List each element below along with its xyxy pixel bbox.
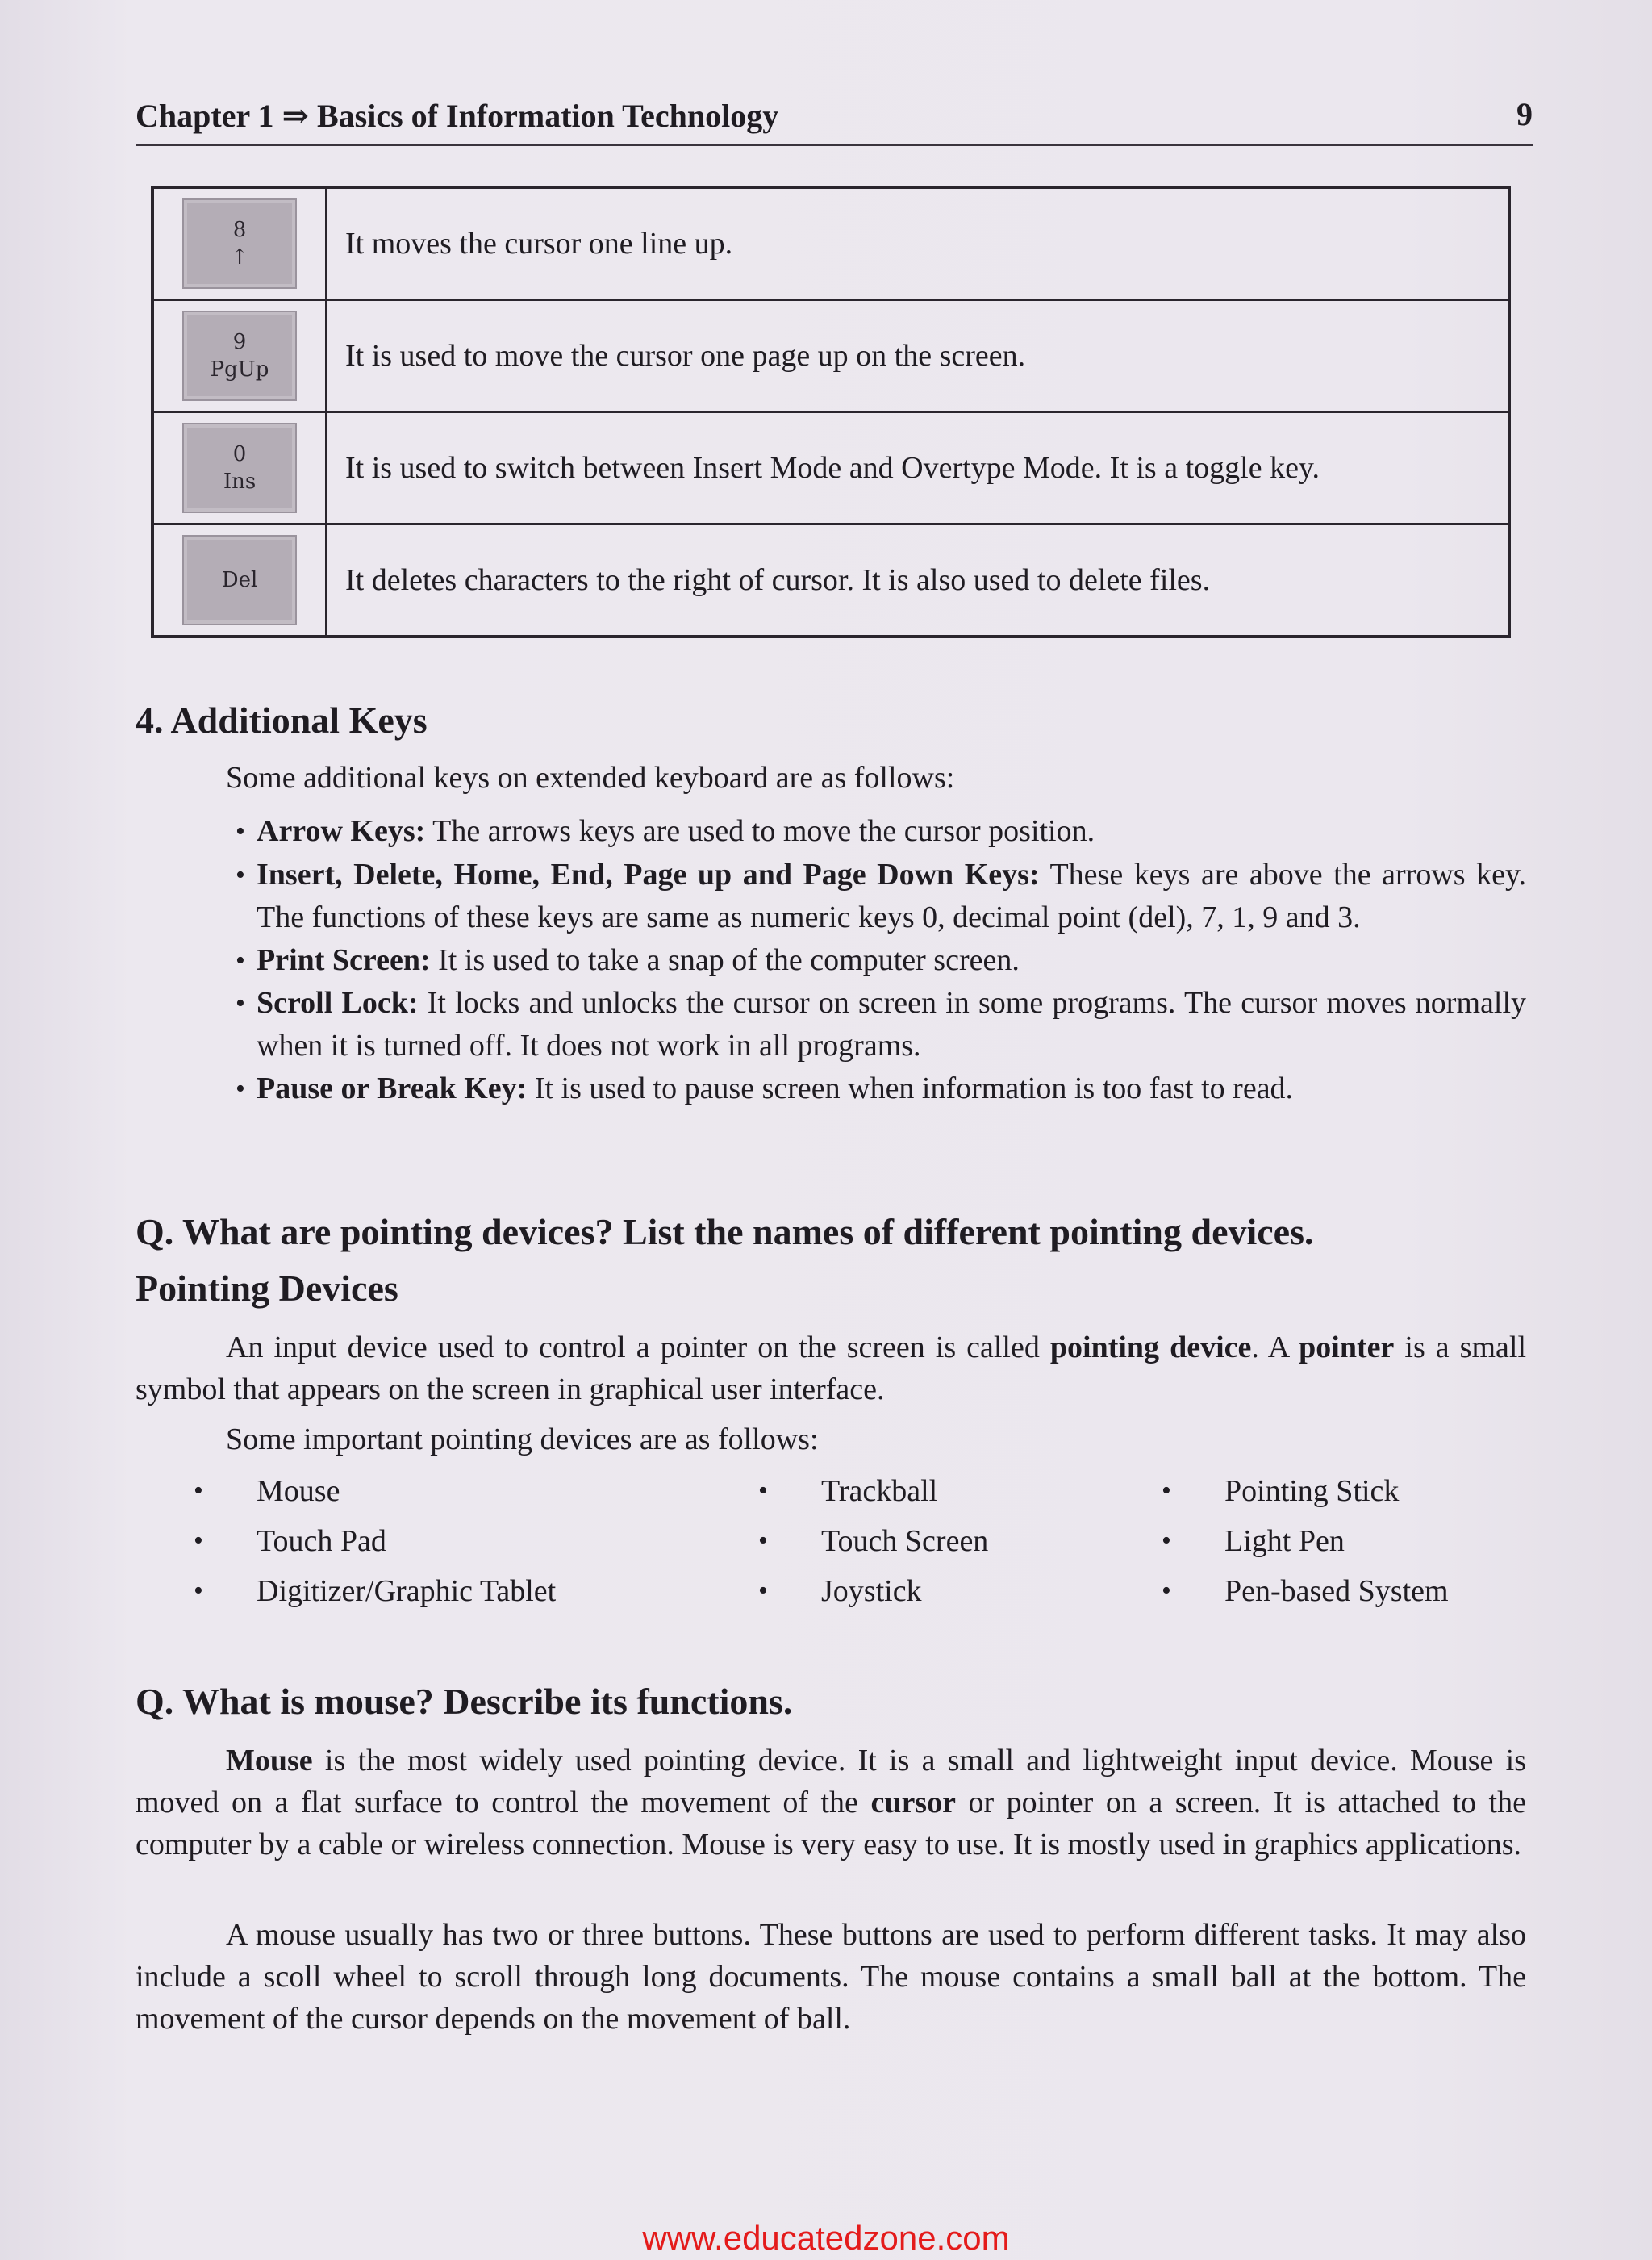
table-row: [152, 187, 1509, 300]
term: Print Screen:: [257, 943, 431, 977]
key-label-bottom: PgUp: [210, 357, 269, 382]
key-label-bottom: Ins: [223, 470, 257, 494]
pointing-devices-list: [194, 1470, 1516, 1612]
table-row: [152, 524, 1509, 637]
term-text: It locks and unlocks the cursor on screen in some programs. The cursor moves normally when it is turned off. It does not work in all programs.: [257, 986, 1526, 1063]
key-description: It deletes characters to the right of cursor. It is also used to delete files.: [327, 524, 1510, 637]
pointing-devices-intro: Some important pointing devices are as follows:: [226, 1422, 819, 1456]
key-label-top: 8: [232, 218, 247, 242]
text-run: or pointer on a screen. It is attached to the computer by a cable or wireless connection. Mouse is very easy to use. It is mostly used in graphics applications.: [136, 1786, 1526, 1861]
key-description: It is used to switch between Insert Mode and Overtype Mode. It is a toggle key.: [327, 412, 1510, 524]
text-run: . A: [1251, 1331, 1299, 1364]
term: pointer: [1299, 1331, 1395, 1364]
list-item: • Mouse: [194, 1470, 758, 1512]
key-cell: [152, 524, 327, 637]
term: Pause or Break Key:: [257, 1072, 528, 1105]
term: Insert, Delete, Home, End, Page up and Page Down Keys:: [257, 858, 1040, 892]
term: Arrow Keys:: [257, 814, 426, 848]
text-run: is the most widely used pointing device. It is a small and lightweight input device. Mouse is moved on a flat surface to control the movement of the: [136, 1744, 1526, 1819]
question-mouse: Q. What is mouse? Describe its functions.: [136, 1681, 793, 1722]
chapter-title: Chapter 1 ⇒ Basics of Information Technology: [136, 98, 779, 134]
mouse-paragraph-2: A mouse usually has two or three buttons. These buttons are used to perform different tasks. It may also include a scoll wheel to scroll through long documents. The mouse contains a small ball at the bottom. The movement of the cursor depends on the movement of ball.: [136, 1918, 1526, 2036]
additional-keys-intro: Some additional keys on extended keyboard are as follows:: [226, 761, 955, 795]
text-run: An input device used to control a pointer on the screen is called: [226, 1331, 1050, 1364]
term: Mouse: [226, 1744, 313, 1778]
page-number: 9: [1516, 96, 1533, 132]
list-item: • Light Pen: [1162, 1520, 1516, 1562]
list-item: • Pen-based System: [1162, 1570, 1516, 1612]
list-item: • Pointing Stick: [1162, 1470, 1516, 1512]
website-url: www.educatedzone.com: [642, 2219, 1010, 2257]
table-row: [152, 300, 1509, 412]
key-label-top: 9: [232, 330, 247, 354]
list-item: [198, 939, 1526, 982]
key-9-pgup-icon: [182, 311, 297, 401]
keypad-keys-table: [151, 186, 1511, 638]
table-row: [152, 412, 1509, 524]
key-label-bottom: ↑: [231, 245, 248, 269]
mouse-paragraph-1: [136, 1740, 1526, 1865]
key-cell: [152, 187, 327, 300]
list-item: • Trackball: [758, 1470, 1162, 1512]
term: Scroll Lock:: [257, 986, 419, 1020]
list-item: [198, 1067, 1526, 1110]
section-heading-additional-keys: 4. Additional Keys: [136, 700, 428, 741]
term: pointing device: [1049, 1331, 1252, 1364]
key-0-ins-icon: [182, 423, 297, 513]
list-item: [198, 982, 1526, 1067]
key-description: It is used to move the cursor one page up on the screen.: [327, 300, 1510, 412]
key-description: It moves the cursor one line up.: [327, 187, 1510, 300]
key-label-bottom: Del: [221, 568, 258, 592]
term-text: The arrows keys are used to move the cursor position.: [425, 814, 1095, 848]
question-pointing-devices: Q. What are pointing devices? List the names of different pointing devices.: [136, 1211, 1314, 1252]
key-label-top: 0: [232, 442, 247, 466]
running-header: [136, 90, 1533, 146]
section-heading-pointing-devices: Pointing Devices: [136, 1268, 398, 1309]
list-item: • Touch Pad: [194, 1520, 758, 1562]
list-item: [198, 854, 1526, 939]
key-del-icon: [182, 535, 297, 625]
term: cursor: [870, 1786, 956, 1819]
term-text: It is used to pause screen when information is too fast to read.: [527, 1072, 1294, 1105]
text-run: is a small symbol that appears on the screen in graphical user interface.: [136, 1331, 1526, 1406]
list-item: • Digitizer/Graphic Tablet: [194, 1570, 758, 1612]
term-text: It is used to take a snap of the computer screen.: [430, 943, 1020, 977]
additional-keys-list: [198, 810, 1526, 1110]
key-8-up-icon: [182, 198, 297, 289]
list-item: • Touch Screen: [758, 1520, 1162, 1562]
key-cell: [152, 300, 327, 412]
term-text: These keys are above the arrows key. The functions of these keys are same as numeric keys 0, decimal point (del), 7, 1, 9 and 3.: [257, 858, 1527, 934]
key-cell: [152, 412, 327, 524]
pointing-definition: [136, 1326, 1526, 1410]
list-item: • Joystick: [758, 1570, 1162, 1612]
list-item: [198, 810, 1526, 853]
